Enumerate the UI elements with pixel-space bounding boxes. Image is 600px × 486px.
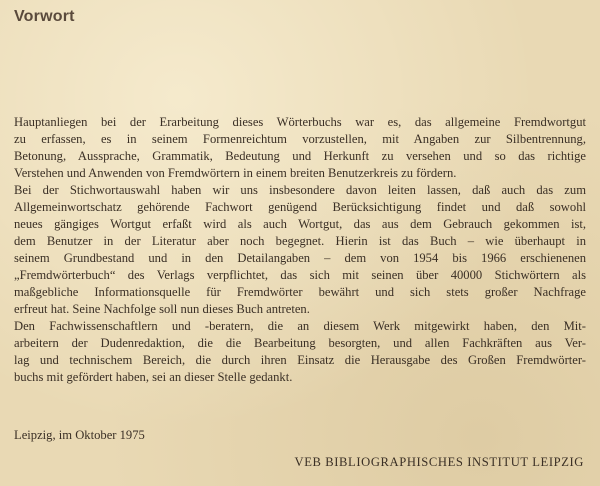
text-line: Bei der Stichwortauswahl haben wir uns insbesondere davon leiten lassen, daß auch das zum: [14, 183, 586, 197]
text-line: Betonung, Aussprache, Grammatik, Bedeutung und Herkunft zu versehen und so das richtige: [14, 149, 586, 163]
text-line: maßgebliche Informationsquelle für Fremdwörter bewährt und sich stets großer Nachfrage: [14, 285, 586, 299]
page-title: Vorwort: [14, 8, 75, 25]
text-line: neues gängiges Wortgut erfaßt wird als auch Wortgut, das aus dem Gebrauch gekommen ist,: [14, 217, 586, 231]
text-line: Den Fachwissenschaftlern und -beratern, die an diesem Werk mitgewirkt haben, den Mit-: [14, 319, 586, 333]
text-line: Hauptanliegen bei der Erarbeitung dieses Wörterbuchs war es, das allgemeine Fremdwortgut: [14, 115, 586, 129]
date-line: Leipzig, im Oktober 1975: [14, 428, 145, 442]
text-line: seinem Grundbestand und in den Detailangaben – dem von 1954 bis 1966 erschienenen: [14, 251, 586, 265]
text-line: lag und technischem Bereich, die durch ihren Einsatz die Herausgabe des Großen Fremdwörter-: [14, 353, 586, 367]
text-line: buchs mit gefördert haben, sei an dieser Stelle gedankt.: [14, 370, 293, 384]
text-line: Verstehen und Anwenden von Fremdwörtern in einem breiten Benutzerkreis zu fördern.: [14, 166, 457, 180]
text-line: erfreut hat. Seine Nachfolge soll nun dieses Buch antreten.: [14, 302, 310, 316]
text-line: arbeitern der Dudenredaktion, die die Bearbeitung besorgten, und allen Fachkräften aus Ver-: [14, 336, 586, 350]
body-text: [14, 114, 586, 386]
text-line: Allgemeinwortschatz gehörende Fachwort genügend Berücksichtigung findet und daß sowohl: [14, 200, 586, 214]
text-line: zu erfassen, es in seinem Formenreichtum vorzustellen, mit Angaben zur Silbentrennung,: [14, 132, 586, 146]
text-line: „Fremdwörterbuch“ des Verlags verpflichtet, das sich mit seinen über 40000 Stichwörtern als: [14, 268, 586, 282]
publisher-line: VEB BIBLIOGRAPHISCHES INSTITUT LEIPZIG: [294, 455, 584, 469]
text-line: dem Benutzer in der Literatur aber noch begegnet. Hierin ist das Buch – wie überhaupt in: [14, 234, 586, 248]
